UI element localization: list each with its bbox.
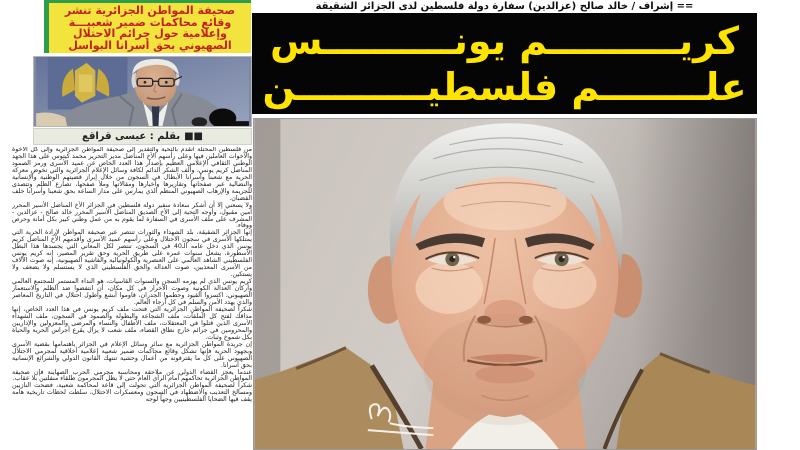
press-conference-illustration <box>34 57 251 126</box>
slogan-line-2: وقائع محاكمات ضمير شعبيـــة <box>68 15 232 29</box>
article-paragraph: شكراً لصحيفة المواطن الجزائرية التي فتحت ملف كريم يونس في هذا العدد الخاص، إنها مذاقك لفتح كل الملفات، ملف الشجاعة والبطولة والصمود في السجون، ملف الشهداء الأسرى الذين قتلوا في المعتقلات، ملف الأطفال والنساء والمرضى والمعزولين والإداريين والمحرومين في جرائم خارج نطاق القضاء، ملف شعب لا يزال يقرع أجراس الحرية والحياة بكل شموخ وثبات. <box>12 305 252 341</box>
karim-younis-portrait <box>253 118 757 450</box>
slogan-box <box>44 0 251 53</box>
article-paragraph: عندما يعجز القضاء الدولي عن ملاحقة ومحاسبة مجرمي الحرب الصهاينة فإن صحيفة المواطن الجزائرية تحاكمهم أمام الرأي العام حتى لا يظل المجرمون طلقاء منفلتين بلا عقاب. <box>12 368 252 383</box>
byline-strip <box>33 128 252 145</box>
article-paragraph: من فلسطين المحتلة أتقدم بالتحية والتقدير إلى صحيفة المواطن الجزائرية وإلى كل الأخوة والأخوات العاملين فيها وعلى رأسهم الأخ المناضل مدير التحرير محمد كيتوس على هذا الجهد الوطني الثقافي الإعلامي العظيم بإصدار هذا العدد الخاص عن عميد الأسرى ورمز الصمود المناضل كريم يونس، وألف الشكر الدائم لكافة وسائل الإعلام الجزائرية والتي تخوض معركة الحرية مع شعبنا وأسرانا الأبطال في السجون من خلال إبراز قضيتهم الوطنية والإنسانية والنضالية عبر صفحاتها وتقاريرها وأخبارها ومقالاتها وملأ صفحها، تصارع الظلم وتتصدى للجريمة والإرهاب الصهيوني المنظم الذي يمارس على مدار الساعة بحق شعبنا وأسرانا خلف القضبان. <box>12 147 252 202</box>
press-conference-photo <box>33 56 252 127</box>
slogan-line-1: صحيفة المواطن الجزائرية تنشر <box>64 4 236 17</box>
article-text <box>12 147 252 450</box>
article-paragraph: كريم يونس الذي لم يهزمه السجن والسنوات القاسيات، هو النداء المستمر للمجتمع العالمي وأركان العدالة الكونية وصوت الأحرار في كل مكان، أن انتفضوا ضد الظلم والاستعمار الصهيوني، اكسروا القيود وحطموا الجدران، قاوموا أبشع وأطول احتلال في التاريخ المعاصر والذي يهدد الأمن والسلم في كل أرجاء العالم. <box>12 278 252 306</box>
headline-line-1: كريــــــــــم يونــــــــــس <box>270 18 739 63</box>
article-paragraph: إنها الجزائر الشقيقة، بلد الشهداء والثورات تنتصر عبر صحيفة المواطن لإرادة الحرية التي يمتلكها الأسرى في سجون الاحتلال وعلى رأسهم عميد الأسرى وأقدمهم الأخ المناضل كريم يونس الذي دخل عامه الـ40 في السجون، تنتصر لكل المعاني التي يجسدها هذا البطل الأسطورة، يشعل سنوات عمره على طريق الحرية وحق تقرير المصير، إنه كريم يونس الفلسطيني الشاهد العالمي على العنصرية والكولونيالية والفاشية الصهيونية، إنه صوت الآلاف من الأسرى المعذبين، صوت العدالة والحق الفلسطيني الذي لا يستسلم ولا يضعف ولا يستكين. <box>12 229 252 279</box>
portrait-illustration <box>254 119 756 449</box>
slogan-line-4: الصهيوني بحق أسرانا البواسل <box>68 38 232 52</box>
headline-line-2: علــــــــم فلسطيــــــــــن <box>262 64 747 109</box>
slogan-line-3: وإعلامية حول جرائم الاحتلال <box>73 27 227 40</box>
article-paragraph: ولا يسعني إلا أن أشكر سعادة سفير دولة فلسطين في الجزائر الأخ المناضل الأسير المحرر أمين مقبول، وأوجه التحية إلى الأخ الصديق المناضل الأسير المحرر خالد صالح - عزالدين - المشرف على ملف الأسرى في السفارة لما يقوم به من عمل وطني كبير بكل أمانة وحرص ووفاء. <box>12 201 252 230</box>
byline-marker: ■■ <box>184 131 204 142</box>
article-paragraph: شكراً لصحيفة المواطن الجزائرية التي تحولت إلى قاعة لمحاكمة شعبية، فضحت النازيين ومسالخ التعذيب والاضطهاد في السجون ومعسكرات الاحتلال، سلطت لحظات تاريخية هامة يقف فيها الضحايا الفلسطينيين وجهاً لوجه <box>12 382 252 404</box>
headline-box <box>252 13 757 114</box>
supervision-line: == إشراف / خالد صالح (عزالدين) سفارة دولة فلسطين لدى الجزائر الشقيقة <box>315 1 694 12</box>
byline-text: بقلم : عيسى قراقع <box>82 131 181 142</box>
article-paragraph: إن جريدة المواطن الجزائرية مع سائر وسائل الإعلام في الجزائر باهتمامها بقضية الأسرى وبجهود الحرية فإنها تشكل وقائع محاكمات ضمير شعبية إعلامية أخلاقية لمجرمي الاحتلال الصهيوني على كل ما يقترفونه من أعمال وحشية تنتهك القانون الدولي والشرائع الإنسانية بحق أسرانا. <box>12 340 252 369</box>
